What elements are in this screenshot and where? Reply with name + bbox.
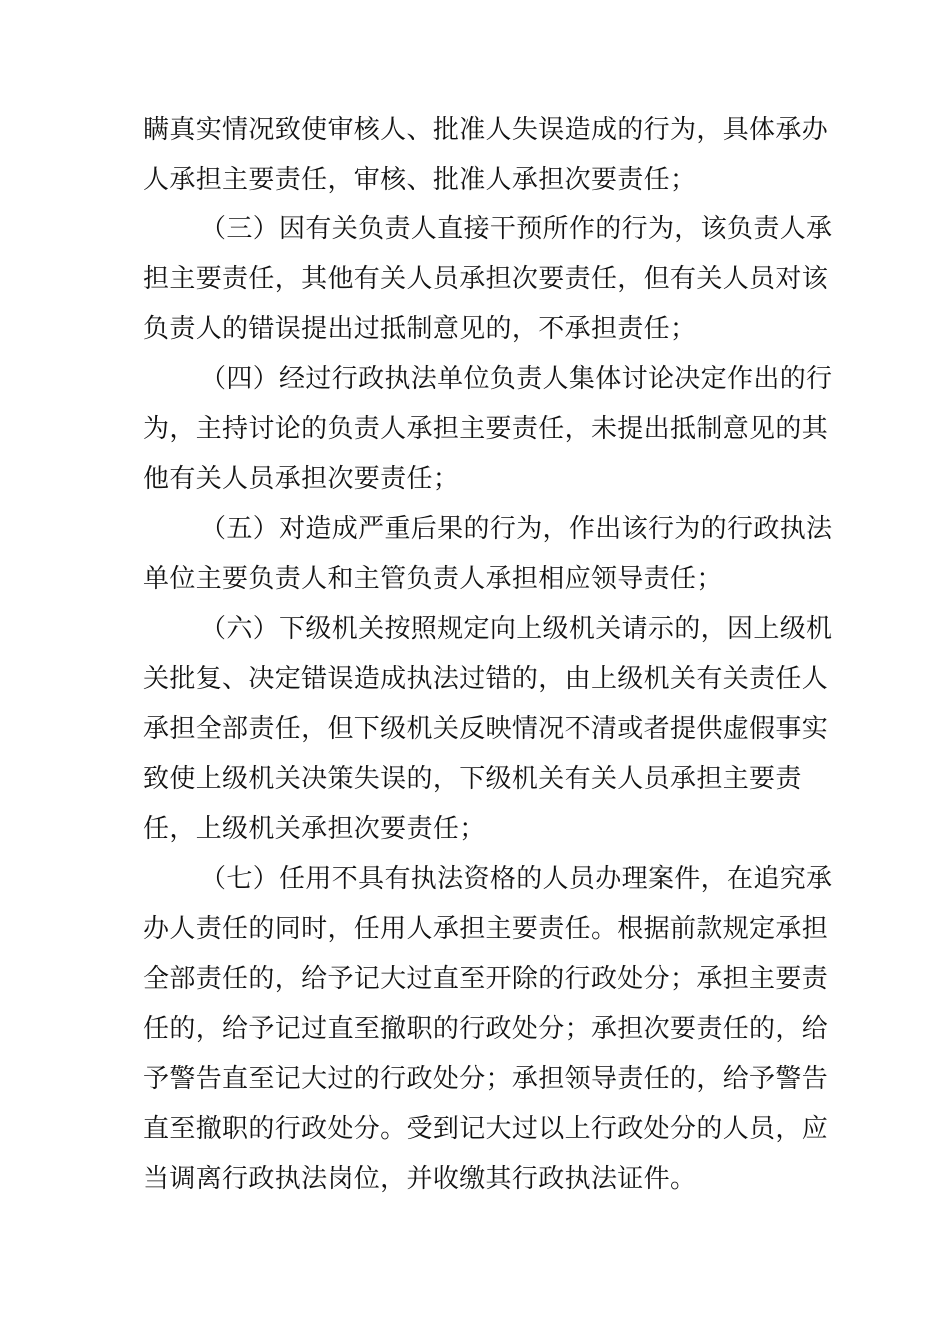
text-line: 为，主持讨论的负责人承担主要责任，未提出抵制意见的其	[143, 414, 829, 444]
paragraph-4-start: （四）经过行政执法单位负责人集体讨论决定作出的行	[200, 364, 833, 394]
text-line: 予警告直至记大过的行政处分；承担领导责任的，给予警告	[143, 1064, 829, 1094]
text-line: 关批复、决定错误造成执法过错的，由上级机关有关责任人	[143, 664, 829, 694]
text-line: 他有关人员承担次要责任；	[143, 464, 460, 494]
text-line: 全部责任的，给予记大过直至开除的行政处分；承担主要责	[143, 964, 829, 994]
text-line: 瞒真实情况致使审核人、批准人失误造成的行为，具体承办	[143, 115, 829, 145]
text-line: 办人责任的同时，任用人承担主要责任。根据前款规定承担	[143, 914, 829, 944]
text-line: 致使上级机关决策失误的，下级机关有关人员承担主要责	[143, 764, 802, 794]
paragraph-5-start: （五）对造成严重后果的行为，作出该行为的行政执法	[200, 514, 833, 544]
text-line: 单位主要负责人和主管负责人承担相应领导责任；	[143, 564, 723, 594]
paragraph-6-start: （六）下级机关按照规定向上级机关请示的，因上级机	[200, 614, 833, 644]
text-line: 任，上级机关承担次要责任；	[143, 814, 486, 844]
text-line: 任的，给予记过直至撤职的行政处分；承担次要责任的，给	[143, 1014, 829, 1044]
paragraph-7-start: （七）任用不具有执法资格的人员办理案件，在追究承	[200, 864, 833, 894]
text-line: 负责人的错误提出过抵制意见的，不承担责任；	[143, 314, 697, 344]
text-line: 担主要责任，其他有关人员承担次要责任，但有关人员对该	[143, 264, 829, 294]
text-line: 当调离行政执法岗位，并收缴其行政执法证件。	[143, 1164, 697, 1194]
paragraph-3-start: （三）因有关负责人直接干预所作的行为，该负责人承	[200, 214, 833, 244]
text-line: 承担全部责任，但下级机关反映情况不清或者提供虚假事实	[143, 714, 829, 744]
text-line: 直至撤职的行政处分。受到记大过以上行政处分的人员，应	[143, 1114, 829, 1144]
text-line: 人承担主要责任，审核、批准人承担次要责任；	[143, 165, 697, 195]
